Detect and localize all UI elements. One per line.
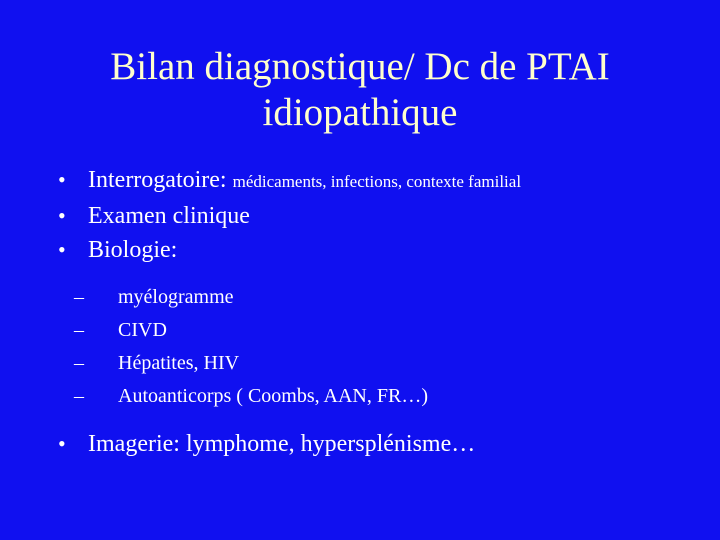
bullet-main-text: Interrogatoire: (88, 167, 233, 193)
bullet-biologie (58, 233, 698, 267)
bullet-detail-text: médicaments, infections, contexte familial (232, 172, 522, 191)
sub-bullet-myelogramme (58, 281, 698, 314)
bullet-icon: • (58, 237, 66, 262)
sub-bullet-group (58, 281, 698, 413)
slide-title-line1: Bilan diagnostique/ Dc de PTAI (110, 45, 610, 88)
bullet-icon: • (58, 203, 66, 228)
bullet-examen (58, 199, 698, 233)
bullet-icon: • (58, 167, 66, 192)
sub-bullet-civd (58, 314, 698, 347)
slide-title (40, 44, 680, 136)
bullet-main-text: Examen clinique (88, 203, 250, 229)
slide-title-line2: idiopathique (262, 91, 458, 134)
sub-bullet-text: CIVD (118, 319, 167, 341)
sub-bullet-list (58, 281, 698, 413)
sub-bullet-text: Autoanticorps ( Coombs, AAN, FR…) (118, 385, 428, 407)
sub-bullet-text: myélogramme (118, 286, 234, 308)
bullet-icon: • (58, 431, 66, 456)
dash-icon: – (74, 352, 84, 374)
bullet-interrogatoire (58, 163, 698, 199)
sub-bullet-hepatites (58, 347, 698, 380)
dash-icon: – (74, 286, 84, 308)
sub-bullet-autoanticorps (58, 380, 698, 413)
bullet-list (58, 163, 698, 461)
sub-bullet-text: Hépatites, HIV (118, 352, 240, 374)
bullet-imagerie (58, 427, 698, 461)
bullet-main-text: Imagerie: lymphome, hypersplénisme… (88, 431, 476, 457)
dash-icon: – (74, 385, 84, 407)
dash-icon: – (74, 319, 84, 341)
bullet-main-text: Biologie: (88, 237, 178, 263)
